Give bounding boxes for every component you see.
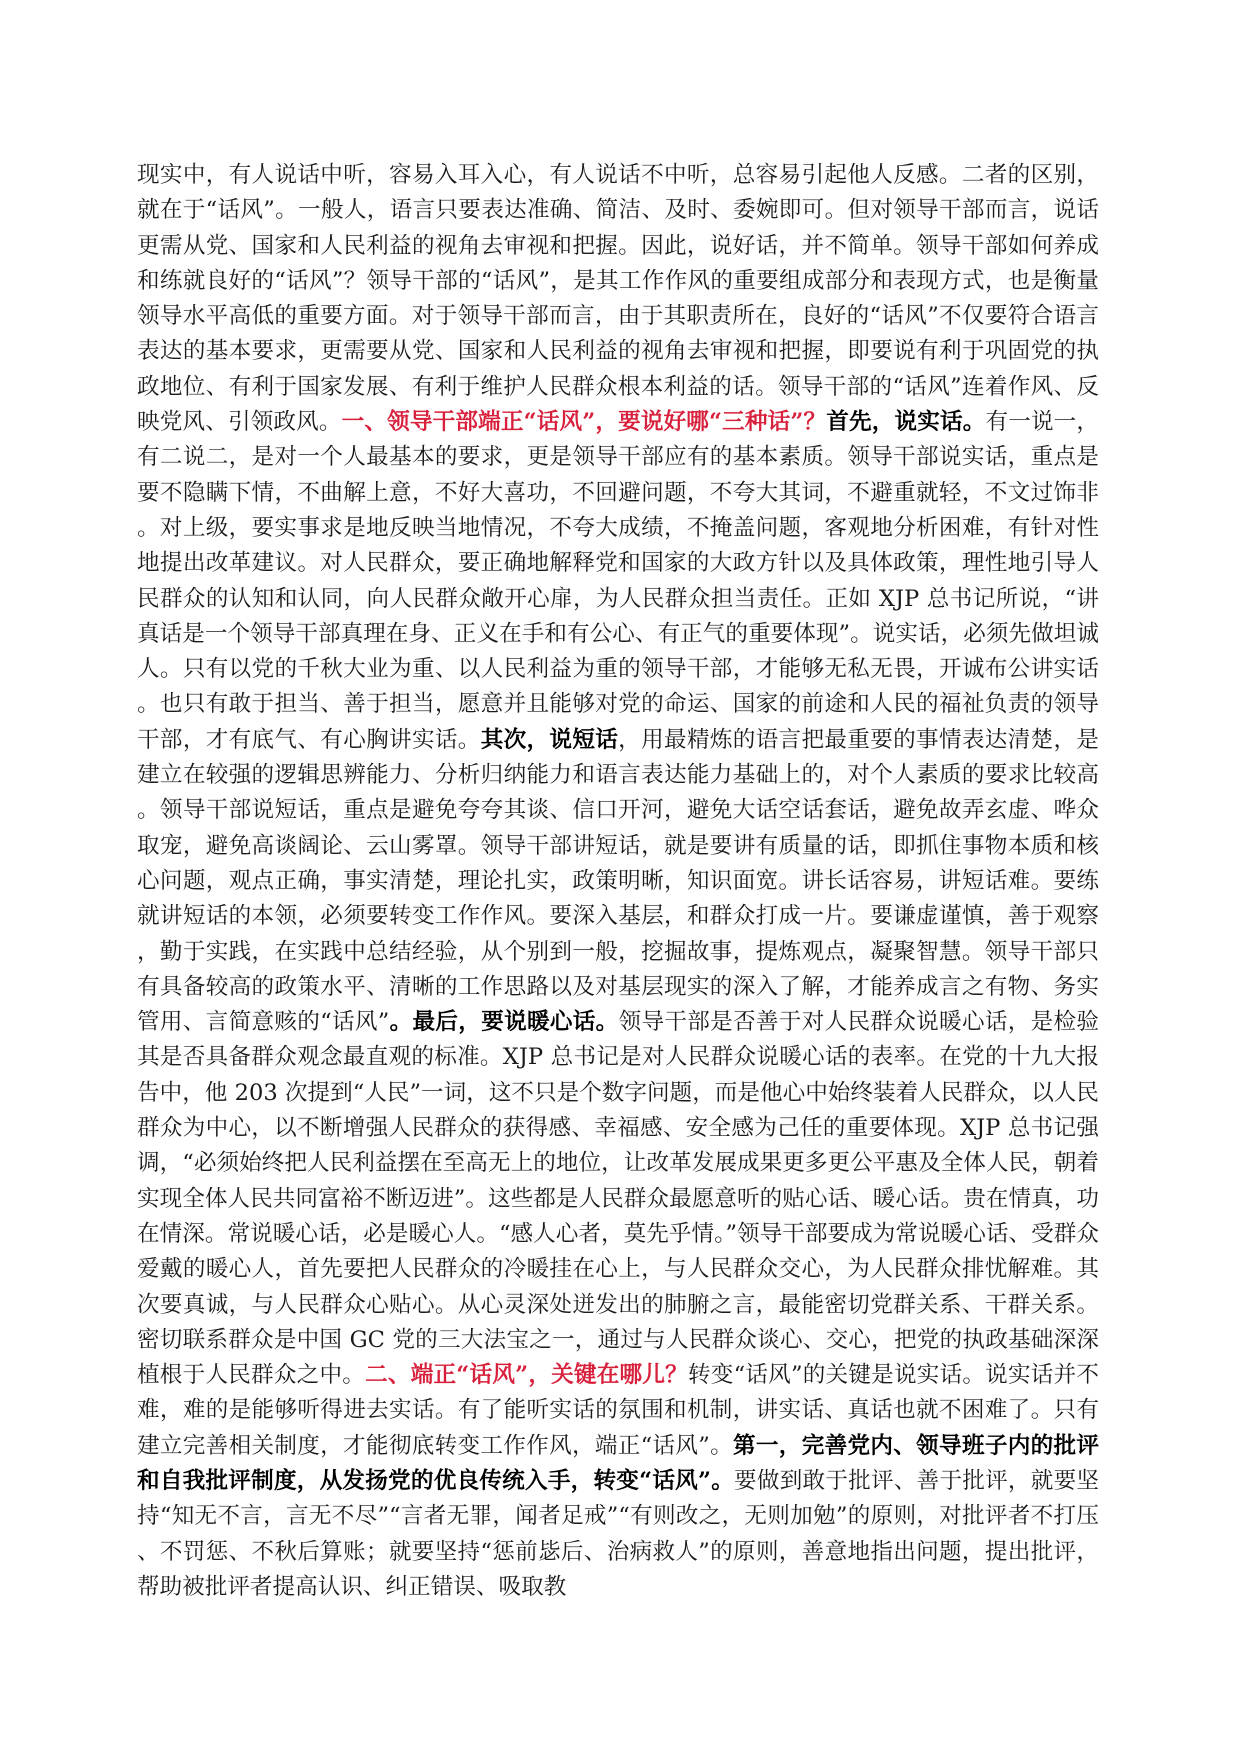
text-segment-second: ，用最精炼的语言把最重要的事情表达清楚，是建立在较强的逻辑思辨能力、分析归纳能力和语言表达能力基础上的，对个人素质的要求比较高。领导干部说短话，重点是避免夸夸其谈、信口开河，避免大话空话套话，避免故弄玄虚、哗众取宠，避免高谈阔论、云山雾罩。领导干部讲短话，就是要讲有质量的话，即抓住事物本质和核心问题，观点正确，事实清楚，理论扎实，政策明晰，知识面宽。讲长话容易，讲短话难。要练就讲短话的本领，必须要转变工作作风。要深入基层，和群众打成一片。要谦虚谨慎，善于观察，勤于实践，在实践中总结经验，从个别到一般，挖掘故事，提炼观点，凝聚智慧。领导干部只有具备较高的政策水平、清晰的工作思路以及对基层现实的深入了解，才能养成言之有物、务实管用、言简意赅的“话风”: [137, 726, 1100, 1036]
text-segment-last: 领导干部是否善于对人民群众说暖心话，是检验其是否具备群众观念最直观的标准。XJP 总书记是对人民群众说暖心话的表率。在党的十九大报告中，他 203 次提到“人民”一词，这不只是个数字问题，而是他心中始终装着人民群众，以人民群众为中心，以不断增强人民群众的获得感、幸福感、安全感为己任的重要体现。XJP 总书记强调，“必须始终把人民利益摆在至高无上的地位，让改革发展成果更多更公平惠及全体人民，朝着实现全体人民共同富裕不断迈进”。这些都是人民群众最愿意听的贴心话、暖心话。贵在情真，功在情深。常说暖心话，必是暖心人。“感人心者，莫先乎情。”领导干部要成为常说暖心话、受群众爱戴的暖心人，首先要把人民群众的冷暖挂在心上，与人民群众交心，为人民群众排忧解难。其次要真诚，与人民群众心贴心。从心灵深处迸发出的肺腑之言，最能密切党群关系、干群关系。密切联系群众是中国 GC 党的三大法宝之一，通过与人民群众谈心、交心，把党的执政基础深深植根于人民群众之中。: [137, 1009, 1100, 1389]
text-segment-first: 有一说一，有二说二，是对一个人最基本的要求，更是领导干部应有的基本素质。领导干部说实话，重点是要不隐瞒下情，不曲解上意，不好大喜功，不回避问题，不夸大其词，不避重就轻，不文过饰非。对上级，要实事求是地反映当地情况，不夸大成绩，不掩盖问题，客观地分析困难，有针对性地提出改革建议。对人民群众，要正确地解释党和国家的大政方针以及具体政策，理性地引导人民群众的认知和认同，向人民群众敞开心扉，为人民群众担当责任。正如 XJP 总书记所说，“讲真话是一个领导干部真理在身、正义在手和有公心、有正气的重要体现”。说实话，必须先做坦诚人。只有以党的千秋大业为重、以人民利益为重的领导干部，才能够无私无畏，开诚布公讲实话。也只有敢于担当、善于担当，愿意并且能够对党的命运、国家的前途和人民的福祉负责的领导干部，才有底气、有心胸讲实话。: [137, 409, 1100, 753]
bold-lead-first: 首先，说实话。: [826, 409, 986, 436]
section-heading-2: 二、端正“话风”，关键在哪儿？: [365, 1362, 688, 1389]
text-segment-intro: 现实中，有人说话中听，容易入耳入心，有人说话不中听，总容易引起他人反感。二者的区别，就在于“话风”。一般人，语言只要表达准确、简洁、及时、委婉即可。但对领导干部而言，说话更需从党、国家和人民利益的视角去审视和把握。因此，说好话，并不简单。领导干部如何养成和练就良好的“话风”？领导干部的“话风”，是其工作作风的重要组成部分和表现方式，也是衡量领导水平高低的重要方面。对于领导干部而言，由于其职责所在，良好的“话风”不仅要符合语言表达的基本要求，更需要从党、国家和人民利益的视角去审视和把握，即要说有利于巩固党的执政地位、有利于国家发展、有利于维护人民群众根本利益的话。领导干部的“话风”连着作风、反映党风、引领政风。: [137, 162, 1099, 436]
section-heading-1: 一、领导干部端正“话风”，要说好哪“三种话”？: [341, 409, 827, 436]
bold-lead-second: 其次，说短话: [480, 726, 619, 753]
bold-lead-measure-one: 第一，完善党内、领导班子内的批评和自我批评制度，从发扬党的优良传统入手，转变“话风”。: [137, 1432, 1099, 1494]
text-segment-key: 转变“话风”的关键是说实话。说实话并不难，难的是能够听得进去实话。有了能听实话的氛围和机制，讲实话、真话也就不困难了。只有建立完善相关制度，才能彻底转变工作作风，端正“话风”。: [137, 1362, 1100, 1459]
body-paragraph: [137, 158, 1099, 1605]
bold-lead-last: 。最后，要说暖心话。: [389, 1009, 619, 1036]
text-segment-measure-one: 要做到敢于批评、善于批评，就要坚持“知无不言，言无不尽”“言者无罪，闻者足戒”“有则改之，无则加勉”的原则，对批评者不打压、不罚惩、不秋后算账；就要坚持“惩前毖后、治病救人”的原则，善意地指出问题，提出批评，帮助被批评者提高认识、纠正错误、吸取教: [137, 1467, 1099, 1600]
